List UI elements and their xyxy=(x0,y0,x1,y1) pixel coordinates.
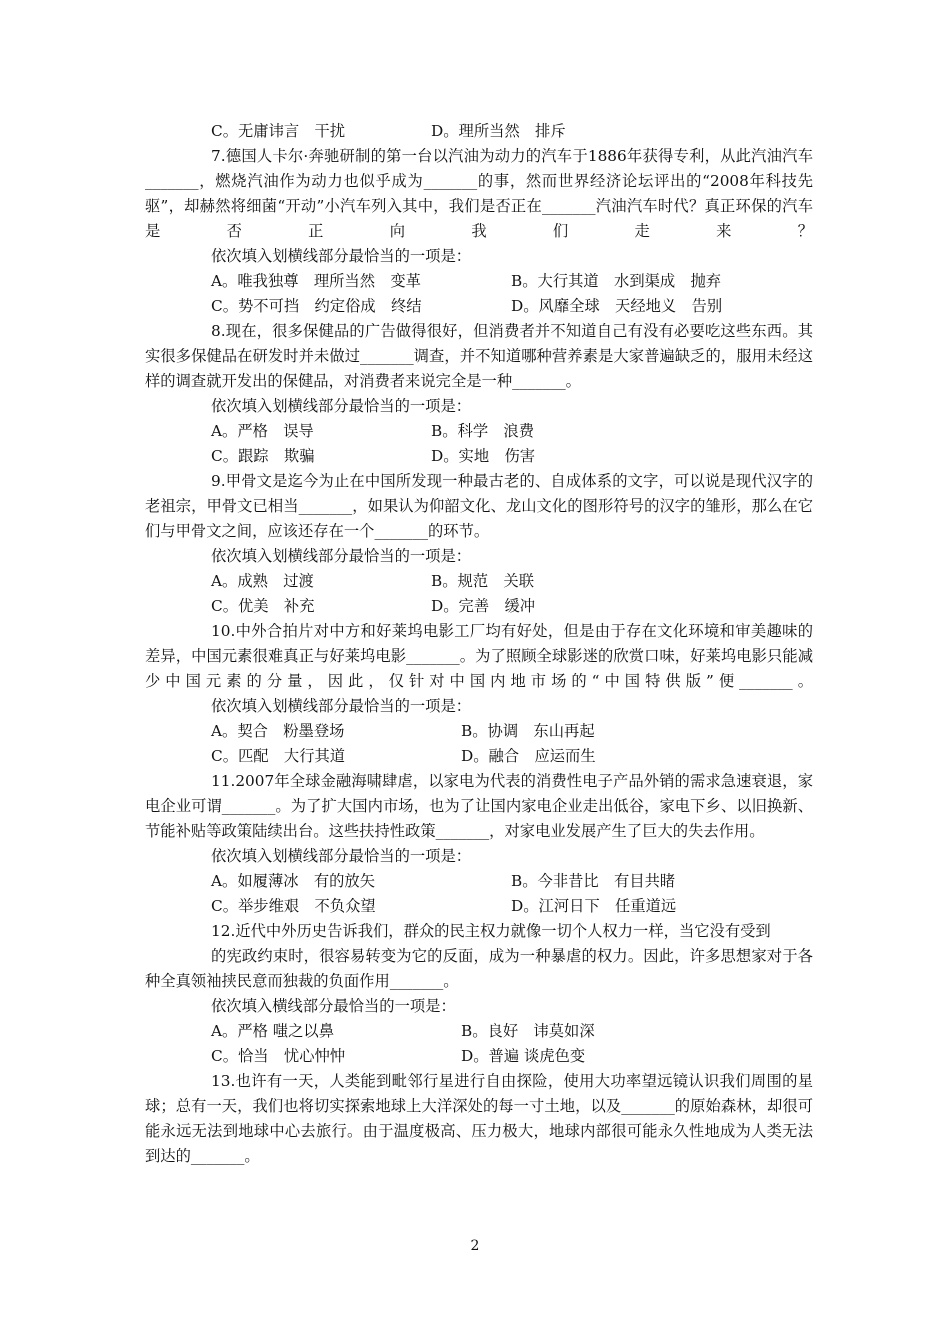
q10-prompt: 依次填入划横线部分最恰当的一项是： xyxy=(211,697,472,715)
q7-options-cd xyxy=(145,294,813,319)
page-number: 2 xyxy=(470,1238,480,1254)
q8-option-a: A。严格 误导 xyxy=(211,422,314,440)
q9-stem: 9.甲骨文是迄今为止在中国所发现一种最古老的、自成体系的文字，可以说是现代汉字的老祖宗，甲骨文已相当_______，如果认为仰韶文化、龙山文化的图形符号的汉字的雏形，那么在它们与甲骨文之间，应该还存在一个_______的环节。 xyxy=(145,472,813,540)
q9-options-ab xyxy=(145,569,813,594)
q10-options-cd xyxy=(145,744,813,769)
q12-stem-part-2: 的宪政约束时，很容易转变为它的反面，成为一种暴虐的权力。因此，许多思想家对于各种全真领袖挟民意而独裁的负面作用_______。 xyxy=(145,947,813,990)
q9-prompt: 依次填入划横线部分最恰当的一项是： xyxy=(211,547,472,565)
q10-stem: 10.中外合拍片对中方和好莱坞电影工厂均有好处，但是由于存在文化环境和审美趣味的差异，中国元素很难真正与好莱坞电影_______。为了照顾全球影迷的欣赏口味，好莱坞电影只能减少中国元素的分量，因此，仅针对中国内地市场的“中国特供版”便_______。 xyxy=(145,622,813,690)
q8-stem: 8.现在，很多保健品的广告做得很好，但消费者并不知道自己有没有必要吃这些东西。其实很多保健品在研发时并未做过_______调查，并不知道哪种营养素是大家普遍缺乏的，服用未经这样的调查就开发出的保健品，对消费者来说完全是一种_______。 xyxy=(145,322,813,390)
q8-prompt: 依次填入划横线部分最恰当的一项是： xyxy=(211,397,472,415)
q7-stem: 7.德国人卡尔·奔驰研制的第一台以汽油为动力的汽车于1886年获得专利，从此汽油汽车_______，燃烧汽油作为动力也似乎成为_______的事，然而世界经济论坛评出的“2008年科技先驱”，却赫然将细菌“开动”小汽车列入其中，我们是否正在_______汽油汽车时代？真正环保的汽车是否正向我们走来？ xyxy=(145,147,813,240)
q7-options-ab xyxy=(145,269,813,294)
q11-prompt: 依次填入划横线部分最恰当的一项是： xyxy=(211,847,472,865)
q13-stem: 13.也许有一天，人类能到毗邻行星进行自由探险，使用大功率望远镜认识我们周围的星球；总有一天，我们也将切实探索地球上大洋深处的每一寸土地，以及_______的原始森林，却很可能永远无法到地球中心去旅行。由于温度极高、压力极大，地球内部很可能永久性地成为人类无法到达的_______。 xyxy=(145,1072,813,1165)
q6-option-d: D。理所当然 排斥 xyxy=(431,122,566,140)
q11-option-b: B。今非昔比 有目共睹 xyxy=(511,872,676,890)
q9-option-a: A。成熟 过渡 xyxy=(211,572,314,590)
q9-option-d: D。完善 缓冲 xyxy=(431,597,536,615)
q8-option-d: D。实地 伤害 xyxy=(431,447,536,465)
q8-options-ab xyxy=(145,419,813,444)
q8-option-b: B。科学 浪费 xyxy=(431,422,535,440)
q11-options-cd xyxy=(145,894,813,919)
q10-options-ab xyxy=(145,719,813,744)
q12-option-c: C。恰当 忧心忡忡 xyxy=(211,1047,346,1065)
q7-option-b: B。大行其道 水到渠成 抛弃 xyxy=(511,272,722,290)
q10-option-c: C。匹配 大行其道 xyxy=(211,747,346,765)
q12-options-cd xyxy=(145,1044,813,1069)
q7-prompt: 依次填入划横线部分最恰当的一项是： xyxy=(211,247,472,265)
q10-option-a: A。契合 粉墨登场 xyxy=(211,722,345,740)
q11-options-ab xyxy=(145,869,813,894)
q7-option-a: A。唯我独尊 理所当然 变革 xyxy=(211,272,421,290)
q10-option-b: B。协调 东山再起 xyxy=(461,722,595,740)
document-body xyxy=(145,119,813,1169)
q11-stem: 11.2007年全球金融海啸肆虐，以家电为代表的消费性电子产品外销的需求急速衰退，家电企业可谓_______。为了扩大国内市场，也为了让国内家电企业走出低谷，家电下乡、以旧换新、节能补贴等政策陆续出台。这些扶持性政策_______，对家电业发展产生了巨大的失去作用。 xyxy=(145,772,813,840)
q9-option-c: C。优美 补充 xyxy=(211,597,315,615)
q12-stem-part-1: 12.近代中外历史告诉我们，群众的民主权力就像一切个人权力一样，当它没有受到 xyxy=(211,922,771,940)
q6-options-cd xyxy=(145,119,813,144)
q8-option-c: C。跟踪 欺骗 xyxy=(211,447,315,465)
q12-prompt: 依次填入横线部分最恰当的一项是： xyxy=(211,997,456,1015)
q11-option-c: C。举步维艰 不负众望 xyxy=(211,897,376,915)
q6-option-c: C。无庸讳言 干扰 xyxy=(211,122,346,140)
q12-option-a: A。严格 嗤之以鼻 xyxy=(211,1022,334,1040)
q12-options-ab xyxy=(145,1019,813,1044)
q12-option-d: D。普遍 谈虎色变 xyxy=(461,1047,586,1065)
q9-option-b: B。规范 关联 xyxy=(431,572,535,590)
q11-option-a: A。如履薄冰 有的放矢 xyxy=(211,872,376,890)
q11-option-d: D。江河日下 任重道远 xyxy=(511,897,677,915)
q8-options-cd xyxy=(145,444,813,469)
q7-option-c: C。势不可挡 约定俗成 终结 xyxy=(211,297,422,315)
q9-options-cd xyxy=(145,594,813,619)
q10-option-d: D。融合 应运而生 xyxy=(461,747,596,765)
q12-option-b: B。良好 讳莫如深 xyxy=(461,1022,595,1040)
q7-option-d: D。风靡全球 天经地义 告别 xyxy=(511,297,723,315)
